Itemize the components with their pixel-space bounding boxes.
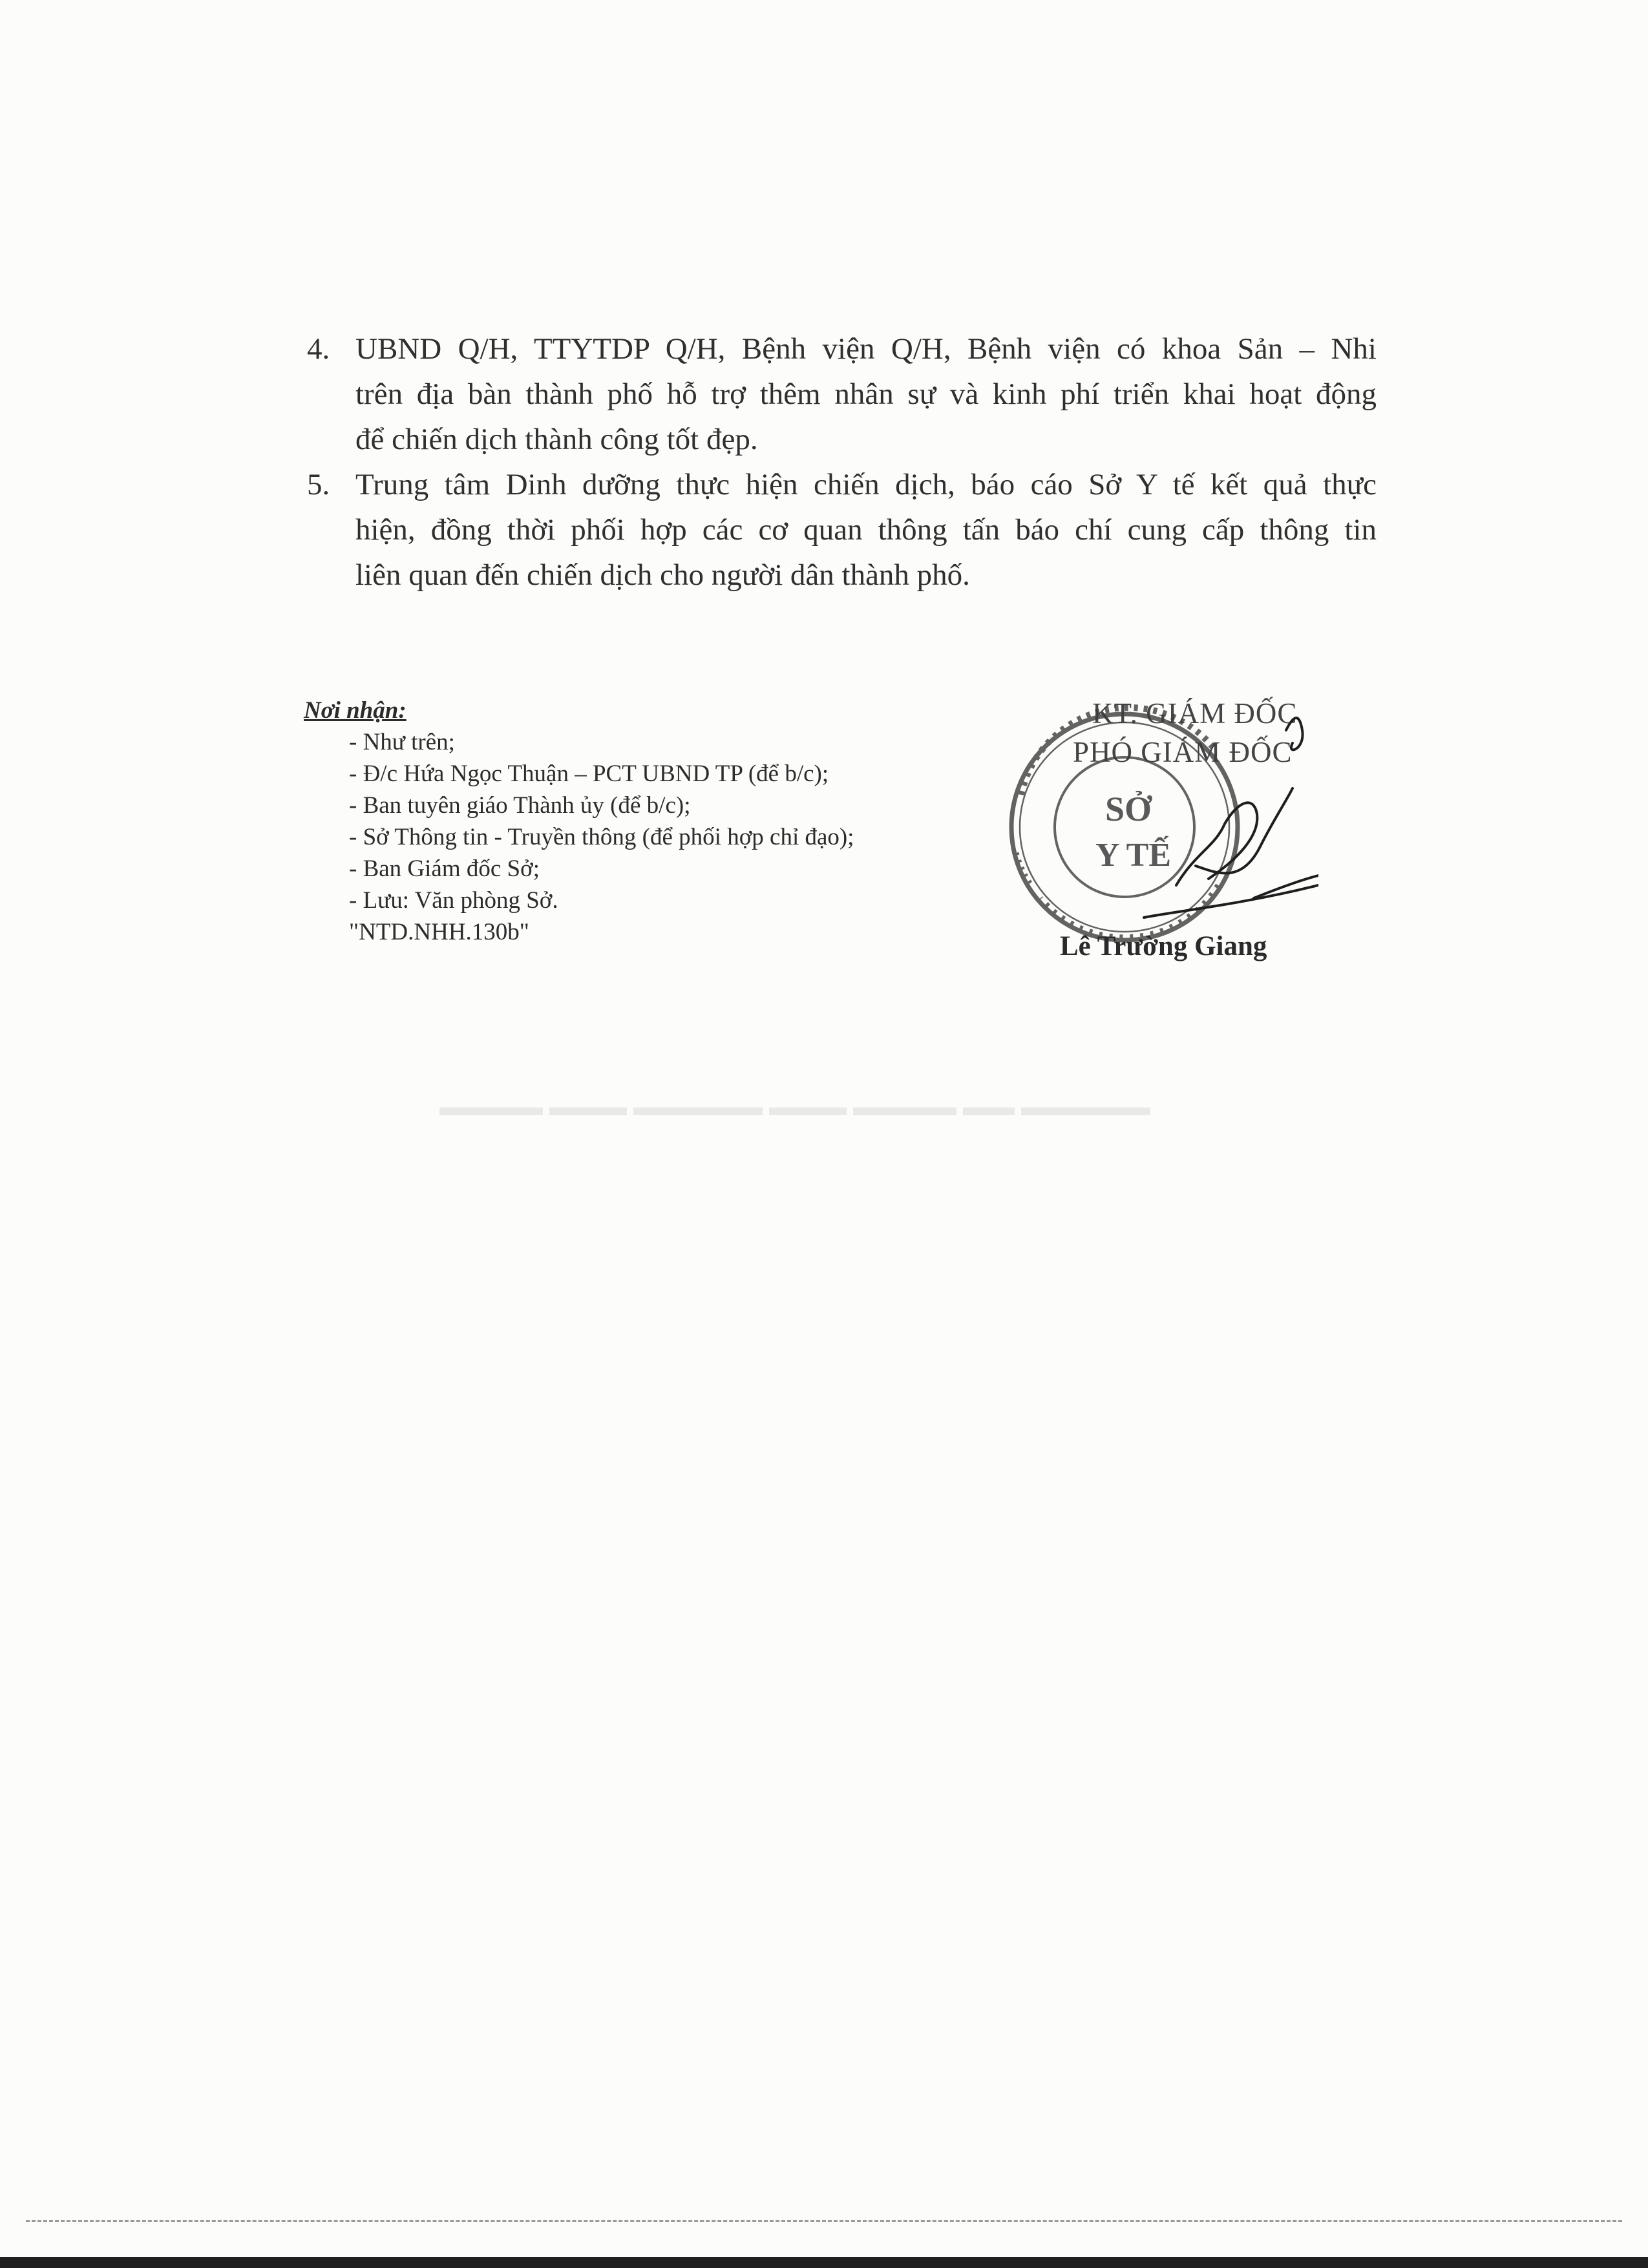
item-line: trên địa bàn thành phố hỗ trợ thêm nhân sự và kinh phí triển khai hoạt động	[355, 377, 1377, 411]
item-line: để chiến dịch thành công tốt đẹp.	[355, 423, 758, 456]
signature-subtitle: PHÓ GIÁM ĐỐC	[1073, 736, 1293, 768]
item-line: Trung tâm Dinh dưỡng thực hiện chiến dịch, báo cáo Sở Y tế kết quả thực	[355, 468, 1377, 501]
item-number: 4.	[307, 332, 330, 366]
signature-title: KT. GIÁM ĐỐC	[1092, 697, 1298, 730]
signer-name: Lê Trường Giang	[1060, 931, 1267, 961]
recipients-heading: Nơi nhận:	[304, 697, 407, 724]
recipient-item: - Lưu: Văn phòng Sở.	[349, 887, 558, 914]
recipient-item: - Đ/c Hứa Ngọc Thuận – PCT UBND TP (để b/c);	[349, 761, 829, 787]
item-number: 5.	[307, 468, 330, 501]
signature-block	[982, 691, 1474, 989]
bleed-through-text: ▬▬▬▬ ▬▬▬ ▬▬▬▬▬ ▬▬▬ ▬▬▬▬ ▬▬ ▬▬▬▬▬	[194, 1092, 1150, 1121]
item-line: UBND Q/H, TTYTDP Q/H, Bệnh viện Q/H, Bệnh viện có khoa Sản – Nhi	[355, 332, 1377, 366]
recipient-item: - Ban Giám đốc Sở;	[349, 856, 540, 882]
scan-bottom-band	[0, 2257, 1648, 2268]
seal-text: SỞ	[1105, 790, 1152, 828]
item-line: hiện, đồng thời phối hợp các cơ quan thông tấn báo chí cung cấp thông tin	[355, 513, 1377, 547]
item-line: liên quan đến chiến dịch cho người dân thành phố.	[355, 558, 970, 592]
recipient-item: - Sở Thông tin - Truyền thông (để phối hợp chỉ đạo);	[349, 824, 854, 850]
list-item-5	[307, 462, 1377, 598]
seal-text: Y TẾ	[1095, 837, 1172, 874]
recipient-item: - Ban tuyên giáo Thành ủy (để b/c);	[349, 792, 691, 819]
recipient-item: - Như trên;	[349, 729, 455, 755]
instruction-list	[307, 326, 1377, 598]
official-seal-icon	[982, 691, 1318, 963]
list-item-4	[307, 326, 1377, 462]
recipients-block	[304, 695, 1015, 948]
document-reference: "NTD.NHH.130b"	[349, 919, 529, 945]
scan-edge-line	[26, 2220, 1622, 2222]
